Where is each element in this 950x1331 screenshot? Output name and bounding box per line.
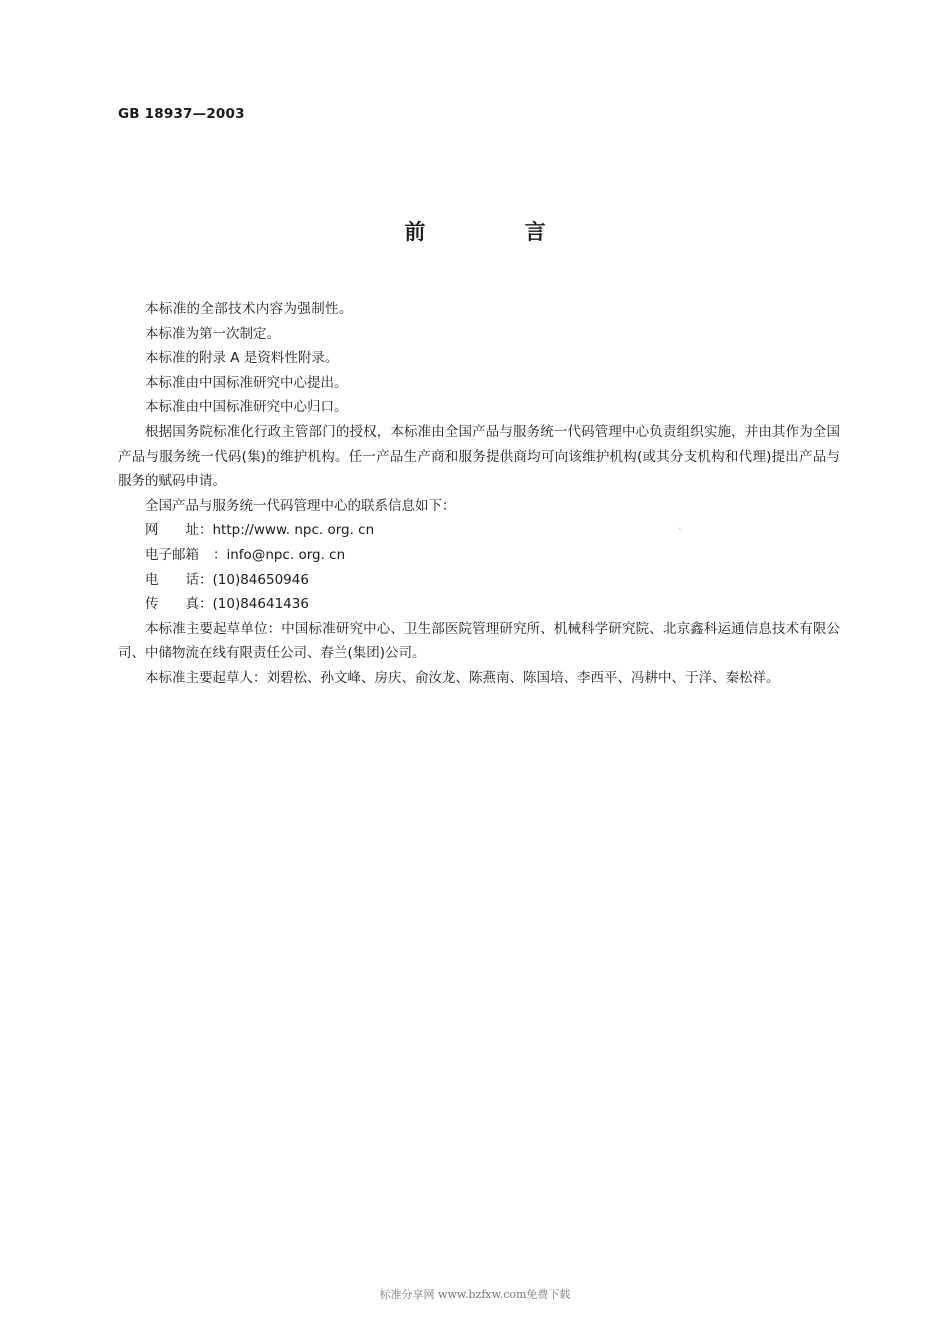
contact-email — [118, 543, 840, 568]
website-sep: ： — [199, 522, 213, 539]
paragraph-appendix: 本标准的附录 A 是资料性附录。 — [145, 350, 339, 367]
paragraph-authorization: 根据国务院标准化行政主管部门的授权，本标准由全国产品与服务统一代码管理中心负责组织实施，并由其作为全国产品与服务统一代码(集)的维护机构。任一产品生产商和服务提供商均可向该维护机构(或其分支机构和代理)提出产品与服务的赋码申请。 — [118, 423, 840, 490]
website-label: 网址 — [145, 522, 199, 539]
scan-speck: ˋ — [678, 528, 683, 538]
contact-website — [118, 518, 840, 543]
email-sep: ： — [213, 546, 227, 563]
paragraph-contact-intro: 全国产品与服务统一代码管理中心的联系信息如下： — [145, 497, 456, 514]
page-title: 前 言 — [404, 220, 592, 244]
email-label: 电子邮箱 — [145, 546, 199, 563]
phone-value: (10)84650946 — [212, 571, 309, 588]
paragraph-drafters: 本标准主要起草人：刘碧松、孙文峰、房庆、俞汝龙、陈燕南、陈国培、李西平、冯耕中、于洋、秦松祥。 — [145, 669, 780, 686]
paragraph-proposed-by: 本标准由中国标准研究中心提出。 — [145, 374, 348, 391]
paragraph-first-edition: 本标准为第一次制定。 — [145, 325, 280, 342]
paragraph-centralized-by: 本标准由中国标准研究中心归口。 — [145, 399, 348, 416]
contact-phone — [118, 568, 840, 593]
website-value: http://www. npc. org. cn — [212, 522, 375, 539]
document-body — [118, 297, 840, 691]
standard-code: GB 18937—2003 — [118, 106, 245, 122]
fax-sep: ： — [199, 596, 213, 613]
download-footer: 标准分享网 www.bzfxw.com免费下载 — [379, 1288, 571, 1301]
phone-label: 电话 — [145, 571, 199, 588]
email-value: info@npc. org. cn — [226, 546, 346, 563]
contact-fax — [118, 592, 840, 617]
fax-value: (10)84641436 — [212, 596, 309, 613]
fax-label: 传真 — [145, 596, 199, 613]
phone-sep: ： — [199, 571, 213, 588]
paragraph-drafting-units: 本标准主要起草单位：中国标准研究中心、卫生部医院管理研究所、机械科学研究院、北京鑫科运通信息技术有限公司、中储物流在线有限责任公司、春兰(集团)公司。 — [118, 620, 840, 662]
paragraph-mandatory: 本标准的全部技术内容为强制性。 — [145, 301, 353, 317]
